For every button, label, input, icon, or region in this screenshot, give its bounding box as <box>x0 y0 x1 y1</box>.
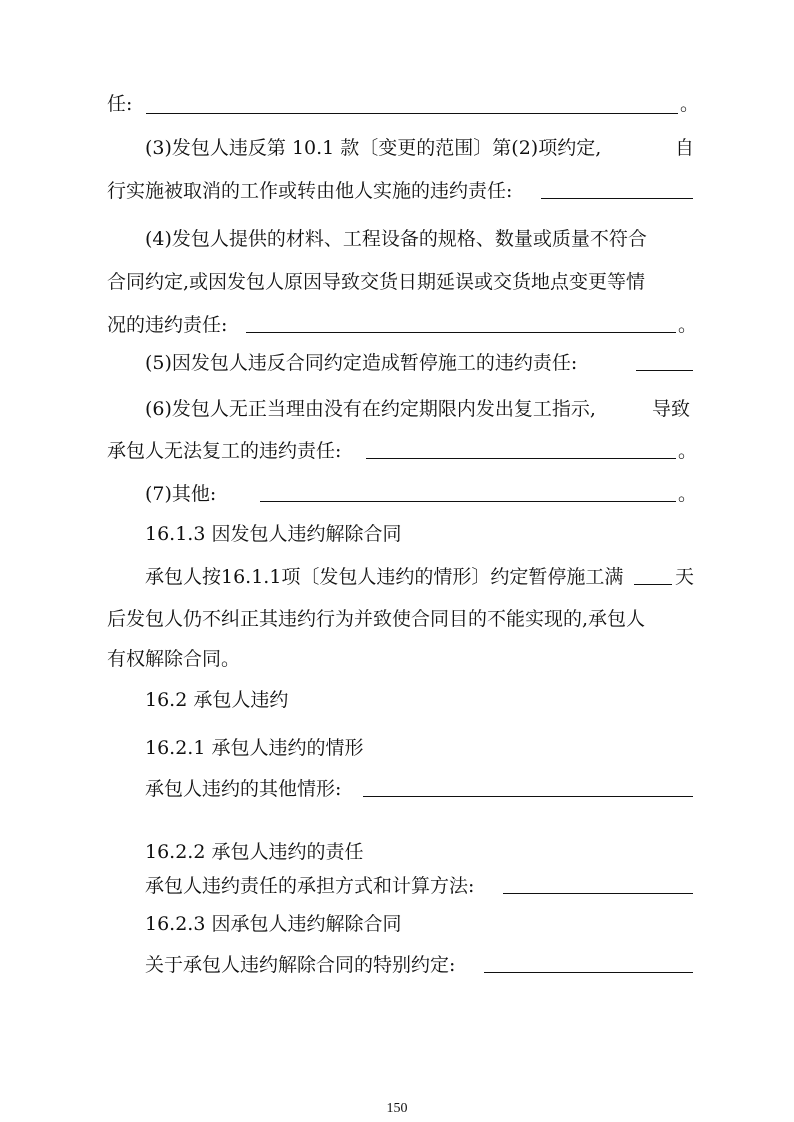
text-line-7: (5)因发包人违反合同约定造成暂停施工的违约责任: <box>145 352 578 374</box>
text-line-8-end: 导致 <box>652 398 691 420</box>
text-line-12: 承包人按16.1.1项〔发包人违约的情形〕约定暂停施工满 <box>145 566 624 588</box>
text-line-13: 后发包人仍不纠正其违约行为并致使合同目的不能实现的,承包人 <box>107 608 646 630</box>
text-line-3: 行实施被取消的工作或转由他人实施的违约责任: <box>107 180 513 202</box>
text-line-2: (3)发包人违反第 10.1 款〔变更的范围〕第(2)项约定, <box>145 137 602 159</box>
text-line-12-end: 天 <box>675 566 695 588</box>
section-heading-16-2-2: 16.2.2 承包人违约的责任 <box>145 841 364 863</box>
text-line-10-end: 。 <box>678 483 698 505</box>
fill-blank-5[interactable] <box>366 458 676 459</box>
text-line-1: 任: <box>107 93 133 115</box>
page-number: 150 <box>386 1101 408 1116</box>
text-line-10: (7)其他: <box>145 483 217 505</box>
fill-blank-10[interactable] <box>484 972 693 973</box>
text-line-5: 合同约定,或因发包人原因导致交货日期延误或交货地点变更等情 <box>107 271 646 293</box>
text-line-21: 关于承包人违约解除合同的特别约定: <box>145 954 456 976</box>
fill-blank-2[interactable] <box>541 198 693 199</box>
section-heading-16-2: 16.2 承包人违约 <box>145 689 289 711</box>
section-heading-16-2-3: 16.2.3 因承包人违约解除合同 <box>145 913 402 935</box>
text-line-8: (6)发包人无正当理由没有在约定期限内发出复工指示, <box>145 398 596 420</box>
text-line-4: (4)发包人提供的材料、工程设备的规格、数量或质量不符合 <box>145 228 647 250</box>
fill-blank-8[interactable] <box>363 796 693 797</box>
text-line-6: 况的违约责任: <box>107 314 228 336</box>
fill-blank-9[interactable] <box>503 893 693 894</box>
section-heading-16-1-3: 16.1.3 因发包人违约解除合同 <box>145 523 402 545</box>
text-line-14: 有权解除合同。 <box>107 648 241 670</box>
section-heading-16-2-1: 16.2.1 承包人违约的情形 <box>145 737 364 759</box>
text-line-9-end: 。 <box>678 440 698 462</box>
text-line-17: 承包人违约的其他情形: <box>145 778 342 800</box>
text-line-2-end: 自 <box>675 137 695 159</box>
fill-blank-3[interactable] <box>246 332 676 333</box>
fill-blank-6[interactable] <box>260 501 676 502</box>
text-line-6-end: 。 <box>678 314 698 336</box>
fill-blank-4[interactable] <box>636 370 693 371</box>
fill-blank-7[interactable] <box>634 584 672 585</box>
text-line-9: 承包人无法复工的违约责任: <box>107 440 342 462</box>
text-line-1-end: 。 <box>680 93 700 115</box>
text-line-19: 承包人违约责任的承担方式和计算方法: <box>145 875 475 897</box>
fill-blank-1[interactable] <box>146 113 678 114</box>
